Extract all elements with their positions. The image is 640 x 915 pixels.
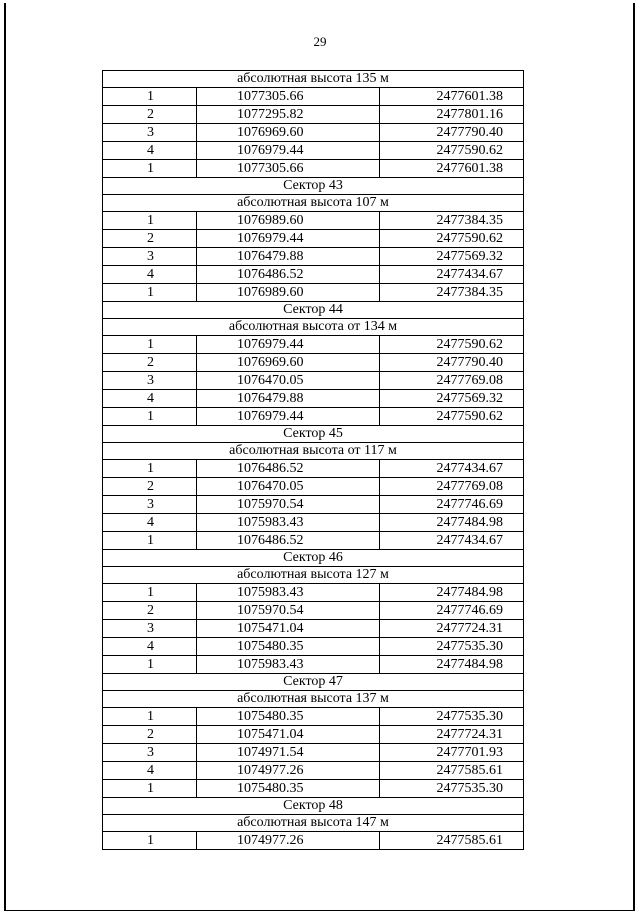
table-row xyxy=(103,106,524,124)
y-coordinate-cell: 2477434.67 xyxy=(380,266,524,284)
y-coordinate-cell: 2477434.67 xyxy=(380,532,524,550)
y-coordinate-cell: 2477384.35 xyxy=(380,284,524,302)
point-number-cell: 3 xyxy=(103,744,197,762)
table-row xyxy=(103,620,524,638)
y-coordinate-cell: 2477484.98 xyxy=(380,656,524,674)
section-header: Сектор 47 xyxy=(103,674,524,691)
y-coordinate-cell: 2477746.69 xyxy=(380,496,524,514)
x-coordinate-cell: 1075983.43 xyxy=(197,656,380,674)
point-number-cell: 1 xyxy=(103,336,197,354)
y-coordinate-cell: 2477746.69 xyxy=(380,602,524,620)
y-coordinate-cell: 2477601.38 xyxy=(380,88,524,106)
point-number-cell: 2 xyxy=(103,726,197,744)
point-number-cell: 1 xyxy=(103,780,197,798)
section-header-row xyxy=(103,319,524,336)
x-coordinate-cell: 1077295.82 xyxy=(197,106,380,124)
table-row xyxy=(103,248,524,266)
section-header: абсолютная высота от 117 м xyxy=(103,443,524,460)
point-number-cell: 2 xyxy=(103,230,197,248)
point-number-cell: 2 xyxy=(103,602,197,620)
y-coordinate-cell: 2477484.98 xyxy=(380,584,524,602)
section-header: абсолютная высота 147 м xyxy=(103,815,524,832)
point-number-cell: 4 xyxy=(103,390,197,408)
x-coordinate-cell: 1076486.52 xyxy=(197,460,380,478)
y-coordinate-cell: 2477569.32 xyxy=(380,390,524,408)
x-coordinate-cell: 1074977.26 xyxy=(197,832,380,850)
point-number-cell: 1 xyxy=(103,584,197,602)
section-header-row xyxy=(103,674,524,691)
x-coordinate-cell: 1074971.54 xyxy=(197,744,380,762)
section-header: абсолютная высота от 134 м xyxy=(103,319,524,336)
section-header-row xyxy=(103,302,524,319)
point-number-cell: 1 xyxy=(103,88,197,106)
y-coordinate-cell: 2477585.61 xyxy=(380,832,524,850)
section-header-row xyxy=(103,691,524,708)
y-coordinate-cell: 2477535.30 xyxy=(380,708,524,726)
table-row xyxy=(103,602,524,620)
table-row xyxy=(103,496,524,514)
section-header: Сектор 46 xyxy=(103,550,524,567)
point-number-cell: 3 xyxy=(103,372,197,390)
y-coordinate-cell: 2477434.67 xyxy=(380,460,524,478)
section-header: абсолютная высота 135 м xyxy=(103,71,524,88)
x-coordinate-cell: 1075983.43 xyxy=(197,514,380,532)
x-coordinate-cell: 1075970.54 xyxy=(197,496,380,514)
section-header-row xyxy=(103,550,524,567)
point-number-cell: 4 xyxy=(103,266,197,284)
x-coordinate-cell: 1075471.04 xyxy=(197,620,380,638)
y-coordinate-cell: 2477724.31 xyxy=(380,620,524,638)
page-number: 29 xyxy=(313,34,327,49)
table-row xyxy=(103,284,524,302)
table-row xyxy=(103,142,524,160)
x-coordinate-cell: 1076979.44 xyxy=(197,142,380,160)
section-header: Сектор 48 xyxy=(103,798,524,815)
y-coordinate-cell: 2477590.62 xyxy=(380,408,524,426)
point-number-cell: 2 xyxy=(103,478,197,496)
table-row xyxy=(103,160,524,178)
y-coordinate-cell: 2477790.40 xyxy=(380,124,524,142)
point-number-cell: 1 xyxy=(103,708,197,726)
section-header: абсолютная высота 137 м xyxy=(103,691,524,708)
y-coordinate-cell: 2477569.32 xyxy=(380,248,524,266)
y-coordinate-cell: 2477590.62 xyxy=(380,230,524,248)
table-row xyxy=(103,584,524,602)
x-coordinate-cell: 1076486.52 xyxy=(197,532,380,550)
section-header: абсолютная высота 107 м xyxy=(103,195,524,212)
x-coordinate-cell: 1075480.35 xyxy=(197,780,380,798)
table-row xyxy=(103,532,524,550)
table-row xyxy=(103,514,524,532)
x-coordinate-cell: 1076989.60 xyxy=(197,284,380,302)
section-header-row xyxy=(103,195,524,212)
table-row xyxy=(103,88,524,106)
table-row xyxy=(103,726,524,744)
coordinates-table xyxy=(102,70,524,850)
point-number-cell: 3 xyxy=(103,124,197,142)
y-coordinate-cell: 2477769.08 xyxy=(380,372,524,390)
point-number-cell: 1 xyxy=(103,460,197,478)
x-coordinate-cell: 1076479.88 xyxy=(197,390,380,408)
section-header: абсолютная высота 127 м xyxy=(103,567,524,584)
y-coordinate-cell: 2477535.30 xyxy=(380,780,524,798)
point-number-cell: 1 xyxy=(103,212,197,230)
x-coordinate-cell: 1077305.66 xyxy=(197,88,380,106)
table-row xyxy=(103,744,524,762)
point-number-cell: 1 xyxy=(103,284,197,302)
table-row xyxy=(103,638,524,656)
x-coordinate-cell: 1076479.88 xyxy=(197,248,380,266)
x-coordinate-cell: 1076969.60 xyxy=(197,354,380,372)
section-header: Сектор 43 xyxy=(103,178,524,195)
y-coordinate-cell: 2477724.31 xyxy=(380,726,524,744)
point-number-cell: 3 xyxy=(103,248,197,266)
section-header-row xyxy=(103,815,524,832)
section-header-row xyxy=(103,567,524,584)
point-number-cell: 1 xyxy=(103,160,197,178)
table-row xyxy=(103,708,524,726)
section-header-row xyxy=(103,178,524,195)
point-number-cell: 2 xyxy=(103,106,197,124)
x-coordinate-cell: 1076979.44 xyxy=(197,230,380,248)
table-row xyxy=(103,354,524,372)
y-coordinate-cell: 2477701.93 xyxy=(380,744,524,762)
table-row xyxy=(103,372,524,390)
table-row xyxy=(103,408,524,426)
section-header: Сектор 45 xyxy=(103,426,524,443)
table-row xyxy=(103,212,524,230)
x-coordinate-cell: 1075480.35 xyxy=(197,708,380,726)
table-row xyxy=(103,460,524,478)
y-coordinate-cell: 2477801.16 xyxy=(380,106,524,124)
y-coordinate-cell: 2477585.61 xyxy=(380,762,524,780)
table-row xyxy=(103,478,524,496)
x-coordinate-cell: 1076969.60 xyxy=(197,124,380,142)
table-row xyxy=(103,832,524,850)
x-coordinate-cell: 1075970.54 xyxy=(197,602,380,620)
table-row xyxy=(103,762,524,780)
y-coordinate-cell: 2477590.62 xyxy=(380,336,524,354)
section-header-row xyxy=(103,71,524,88)
x-coordinate-cell: 1074977.26 xyxy=(197,762,380,780)
y-coordinate-cell: 2477535.30 xyxy=(380,638,524,656)
point-number-cell: 3 xyxy=(103,496,197,514)
y-coordinate-cell: 2477790.40 xyxy=(380,354,524,372)
table-row xyxy=(103,390,524,408)
point-number-cell: 1 xyxy=(103,408,197,426)
table-row xyxy=(103,336,524,354)
y-coordinate-cell: 2477384.35 xyxy=(380,212,524,230)
x-coordinate-cell: 1077305.66 xyxy=(197,160,380,178)
x-coordinate-cell: 1076979.44 xyxy=(197,408,380,426)
point-number-cell: 1 xyxy=(103,532,197,550)
x-coordinate-cell: 1075471.04 xyxy=(197,726,380,744)
x-coordinate-cell: 1076470.05 xyxy=(197,478,380,496)
point-number-cell: 1 xyxy=(103,656,197,674)
y-coordinate-cell: 2477601.38 xyxy=(380,160,524,178)
x-coordinate-cell: 1076979.44 xyxy=(197,336,380,354)
y-coordinate-cell: 2477590.62 xyxy=(380,142,524,160)
section-header-row xyxy=(103,426,524,443)
table-row xyxy=(103,656,524,674)
x-coordinate-cell: 1076486.52 xyxy=(197,266,380,284)
y-coordinate-cell: 2477769.08 xyxy=(380,478,524,496)
point-number-cell: 2 xyxy=(103,354,197,372)
table-row xyxy=(103,780,524,798)
point-number-cell: 1 xyxy=(103,832,197,850)
point-number-cell: 4 xyxy=(103,638,197,656)
point-number-cell: 4 xyxy=(103,762,197,780)
x-coordinate-cell: 1075983.43 xyxy=(197,584,380,602)
point-number-cell: 4 xyxy=(103,142,197,160)
section-header-row xyxy=(103,443,524,460)
section-header-row xyxy=(103,798,524,815)
x-coordinate-cell: 1075480.35 xyxy=(197,638,380,656)
x-coordinate-cell: 1076470.05 xyxy=(197,372,380,390)
x-coordinate-cell: 1076989.60 xyxy=(197,212,380,230)
section-header: Сектор 44 xyxy=(103,302,524,319)
point-number-cell: 4 xyxy=(103,514,197,532)
table-row xyxy=(103,266,524,284)
table-row xyxy=(103,230,524,248)
point-number-cell: 3 xyxy=(103,620,197,638)
table-row xyxy=(103,124,524,142)
y-coordinate-cell: 2477484.98 xyxy=(380,514,524,532)
